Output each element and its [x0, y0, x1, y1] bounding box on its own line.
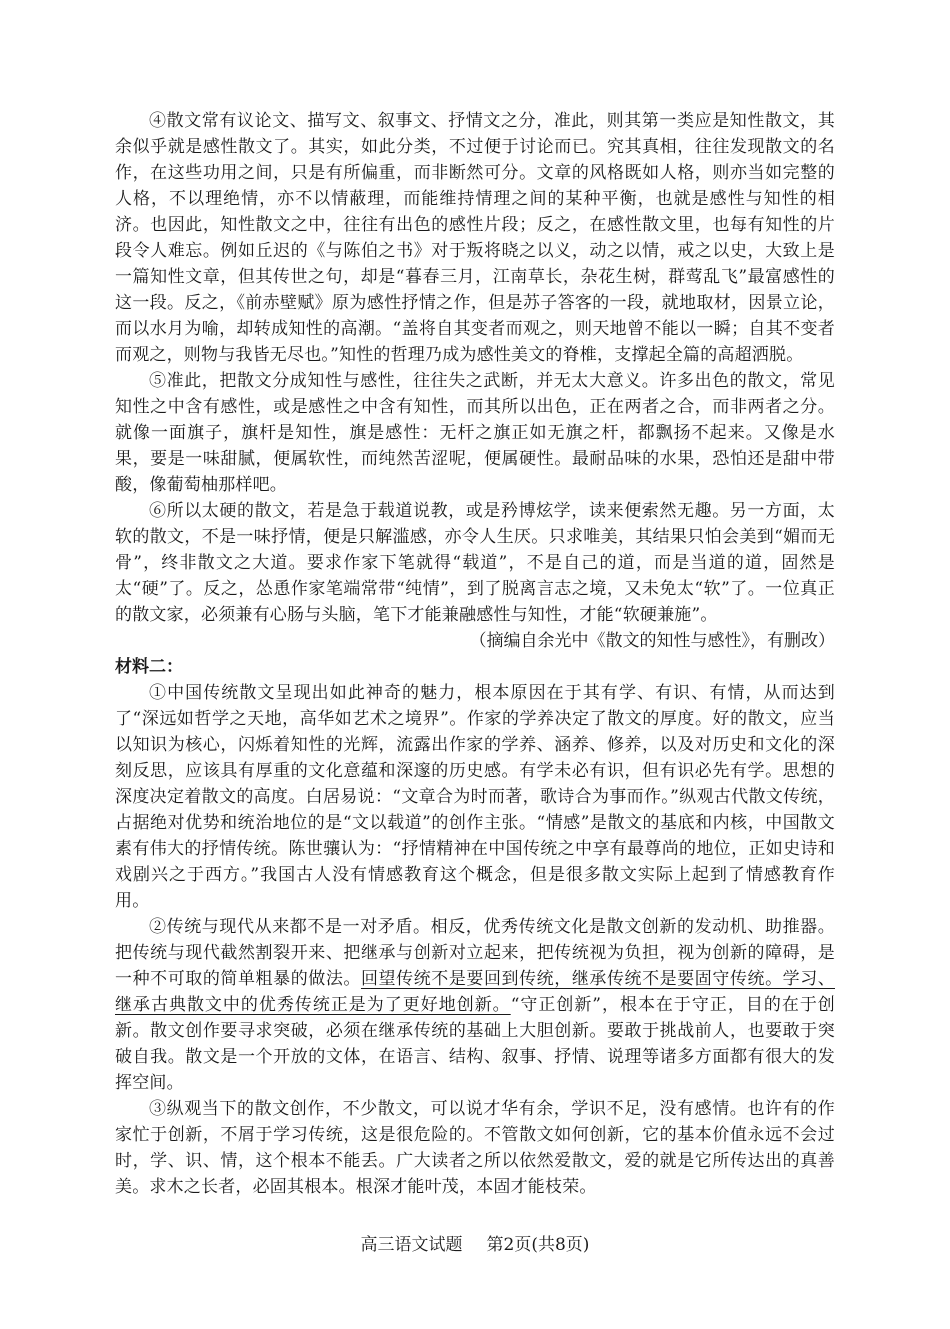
material-2-paragraph-2: [115, 914, 835, 1096]
material-2-paragraph-3: ③纵观当下的散文创作，不少散文，可以说才华有余，学识不足，没有感情。也许有的作家忙于创新，不屑于学习传统，这是很危险的。不管散文如何创新，它的基本价值永远不会过时，学、识、情，这个根本不能丢。广大读者之所以依然爱散文，爱的就是它所传达出的真善美。求木之长者，必固其根本。根深才能叶茂，本固才能枝荣。: [115, 1099, 835, 1197]
paragraph-5: ⑤准此，把散文分成知性与感性，往往失之武断，并无太大意义。许多出色的散文，常见知性之中含有感性，或是感性之中含有知性，而其所以出色，正在两者之合，而非两者之分。就像一面旗子，旗杆是知性，旗是感性：无杆之旗正如无旗之杆，都飘扬不起来。又像是水果，要是一味甜腻，便属软性，而纯然苦涩呢，便属硬性。最耐品味的水果，恐怕还是甜中带酸，像葡萄柚那样吧。: [115, 371, 835, 495]
paragraph-4: ④散文常有议论文、描写文、叙事文、抒情文之分，准此，则其第一类应是知性散文，其余似乎就是感性散文了。其实，如此分类，不过便于讨论而已。究其真相，往往发现散文的名作，在这些功用之间，只是有所偏重，而非断然可分。文章的风格既如人格，则亦当如完整的人格，不以理绝情，亦不以情蔽理，而能维持情理之间的某种平衡，也就是感性与知性的相济。也因此，知性散文之中，往往有出色的感性片段；反之，在感性散文里，也每有知性的片段令人难忘。例如丘迟的《与陈伯之书》对于叛将晓之以义，动之以情，戒之以史，大致上是一篇知性文章，但其传世之句，却是“暮春三月，江南草长，杂花生树，群莺乱飞”最富感性的这一段。反之，《前赤壁赋》原为感性抒情之作，但是苏子答客的一段，就地取材，因景立论，而以水月为喻，却转成知性的高潮。“盖将自其变者而观之，则天地曾不能以一瞬；自其不变者而观之，则物与我皆无尽也。”知性的哲理乃成为感性美文的脊椎，支撑起全篇的高超洒脱。: [115, 111, 835, 365]
document-page: [115, 108, 835, 1200]
paragraph-6: ⑥所以太硬的散文，若是急于载道说教，或是矜博炫学，读来便索然无趣。另一方面，太软的散文，不是一味抒情，便是只解滥感，亦令人生厌。只求唯美，其结果只怕会美到“媚而无骨”，终非散文之大道。要求作家下笔就得“载道”，不是自己的道，而是当道的道，固然是太“硬”了。反之，怂恿作家笔端常带“纯情”，到了脱离言志之境，又未免太“软”了。一位真正的散文家，必须兼有心肠与头脑，笔下才能兼融感性与知性，才能“软硬兼施”。: [115, 501, 835, 625]
material-2-heading: 材料二：: [115, 657, 183, 677]
page-number: 第2页(共8页): [486, 1235, 590, 1255]
paragraph-2-text-before: ②传统与现代从来都不是一对矛盾。相反，优秀传统文化是散文创新的发动机、助推器。把传统与现代截然割裂开来、把继承与创新对立起来，把传统视为负担，视为创新的障碍，是一种不可取的简单粗暴的做法。: [115, 917, 835, 989]
exam-subject: 高三语文试题: [360, 1235, 463, 1255]
material-2-paragraph-1: ①中国传统散文呈现出如此神奇的魅力，根本原因在于其有学、有识、有情，从而达到了“深远如哲学之天地，高华如艺术之境界”。作家的学养决定了散文的厚度。好的散文，应当以知识为核心，闪烁着知性的光辉，流露出作家的学养、涵养、修养，以及对历史和文化的深刻反思，应该具有厚重的文化意蕴和深邃的历史感。有学未必有识，但有识必先有学。思想的深度决定着散文的高度。白居易说：“文章合为时而著，歌诗合为事而作。”纵观古代散文传统，占据绝对优势和统治地位的是“文以载道”的创作主张。“情感”是散文的基底和内核，中国散文素有伟大的抒情传统。陈世骧认为：“抒情精神在中国传统之中享有最尊尚的地位，正如史诗和戏剧兴之于西方。”我国古人没有情感教育这个概念，但是很多散文实际上起到了情感教育作用。: [115, 683, 835, 911]
page-footer: [0, 1232, 950, 1258]
underlined-sentence: 回望传统不是要回到传统，继承传统不是要固守传统。学习、继承古典散文中的优秀传统正是为了更好地创新。: [115, 969, 835, 1015]
paragraph-2-text-after: “守正创新”，根本在于守正，目的在于创新。散文创作要寻求突破，必须在继承传统的基础上大胆创新。要敢于挑战前人，也要敢于突破自我。散文是一个开放的文体，在语言、结构、叙事、抒情、说理等诸多方面都有很大的发挥空间。: [115, 995, 836, 1093]
source-citation: （摘编自余光中《散文的知性与感性》，有删改）: [469, 631, 835, 651]
